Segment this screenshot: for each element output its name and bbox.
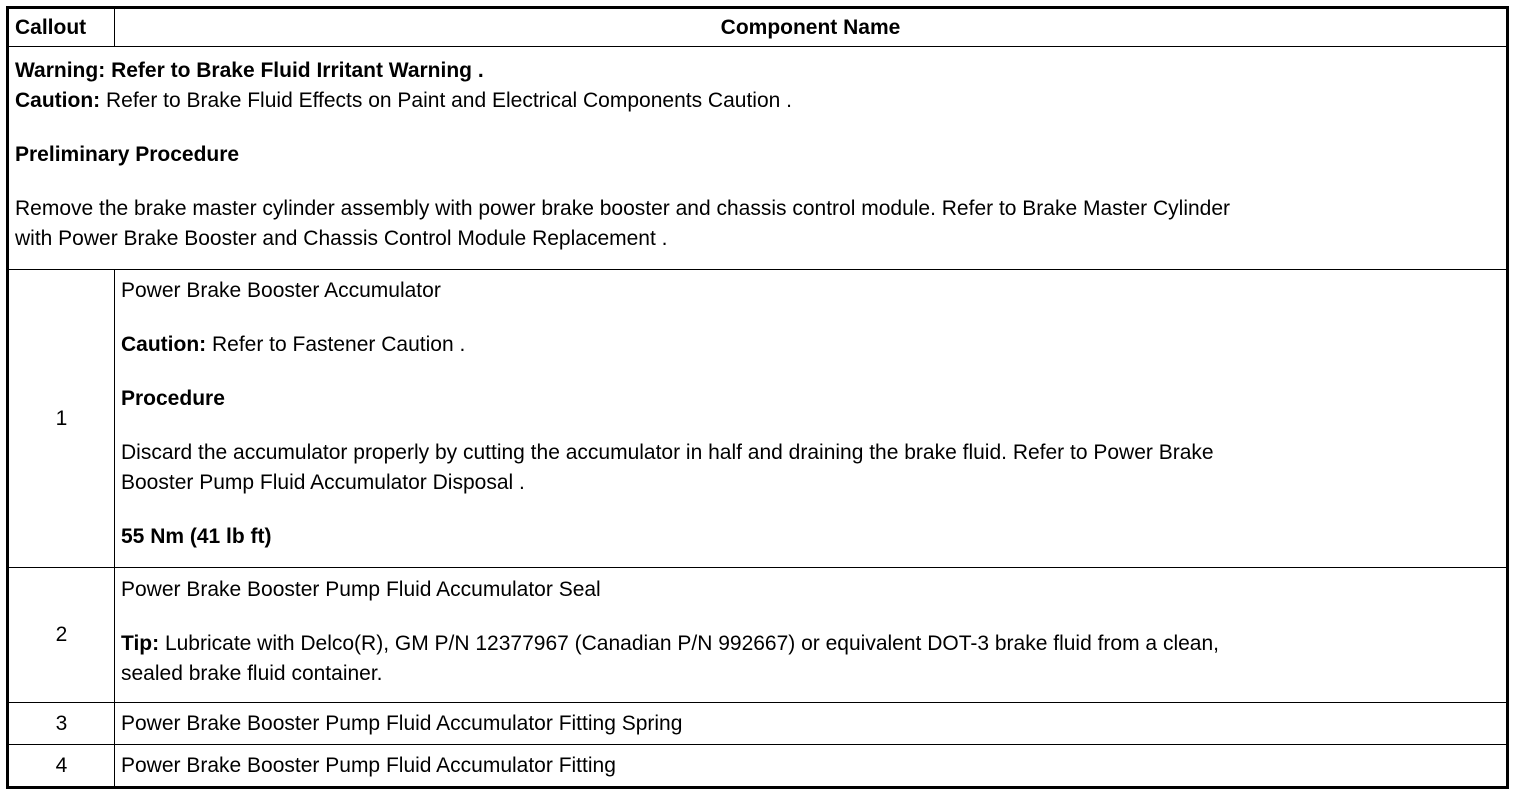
- caution-note: Caution: Refer to Fastener Caution .: [121, 333, 466, 356]
- callout-number: 2: [8, 568, 115, 703]
- table-row: [8, 703, 1508, 745]
- callout-number: 1: [8, 270, 115, 568]
- procedure-text: Discard the accumulator properly by cutting the accumulator in half and draining the brake fluid. Refer to Power Brake Booster Pump Fluid Accumulator Disposal .: [121, 441, 1214, 494]
- components-table: [6, 6, 1509, 789]
- callout-number: 3: [8, 703, 115, 745]
- table-row: [8, 568, 1508, 703]
- component-name: Power Brake Booster Accumulator: [121, 279, 441, 302]
- preliminary-text: Remove the brake master cylinder assembly with power brake booster and chassis control module. Refer to Brake Master Cylinder with Power Brake Booster and Chassis Control Module Replacement .: [15, 197, 1231, 250]
- component-header: Component Name: [115, 8, 1508, 47]
- caution-note: Caution: Refer to Brake Fluid Effects on Paint and Electrical Components Caution .: [15, 89, 792, 112]
- header-row: [8, 8, 1508, 47]
- torque-spec: 55 Nm (41 lb ft): [121, 525, 272, 548]
- procedure-heading: Procedure: [121, 387, 225, 410]
- warning-note: Warning: Refer to Brake Fluid Irritant Warning .: [15, 59, 484, 82]
- callout-header: Callout: [8, 8, 115, 47]
- component-name: Power Brake Booster Pump Fluid Accumulator Fitting Spring: [115, 703, 1508, 745]
- component-name: Power Brake Booster Pump Fluid Accumulator Seal: [121, 578, 601, 601]
- general-notes-row: [8, 47, 1508, 270]
- component-name: Power Brake Booster Pump Fluid Accumulator Fitting: [115, 745, 1508, 788]
- table-row: [8, 745, 1508, 788]
- tip-note: Tip: Lubricate with Delco(R), GM P/N 12377967 (Canadian P/N 992667) or equivalent DOT-3 brake fluid from a clean, sealed brake fluid container.: [121, 632, 1219, 685]
- preliminary-heading: Preliminary Procedure: [15, 143, 240, 166]
- callout-number: 4: [8, 745, 115, 788]
- table-row: [8, 270, 1508, 568]
